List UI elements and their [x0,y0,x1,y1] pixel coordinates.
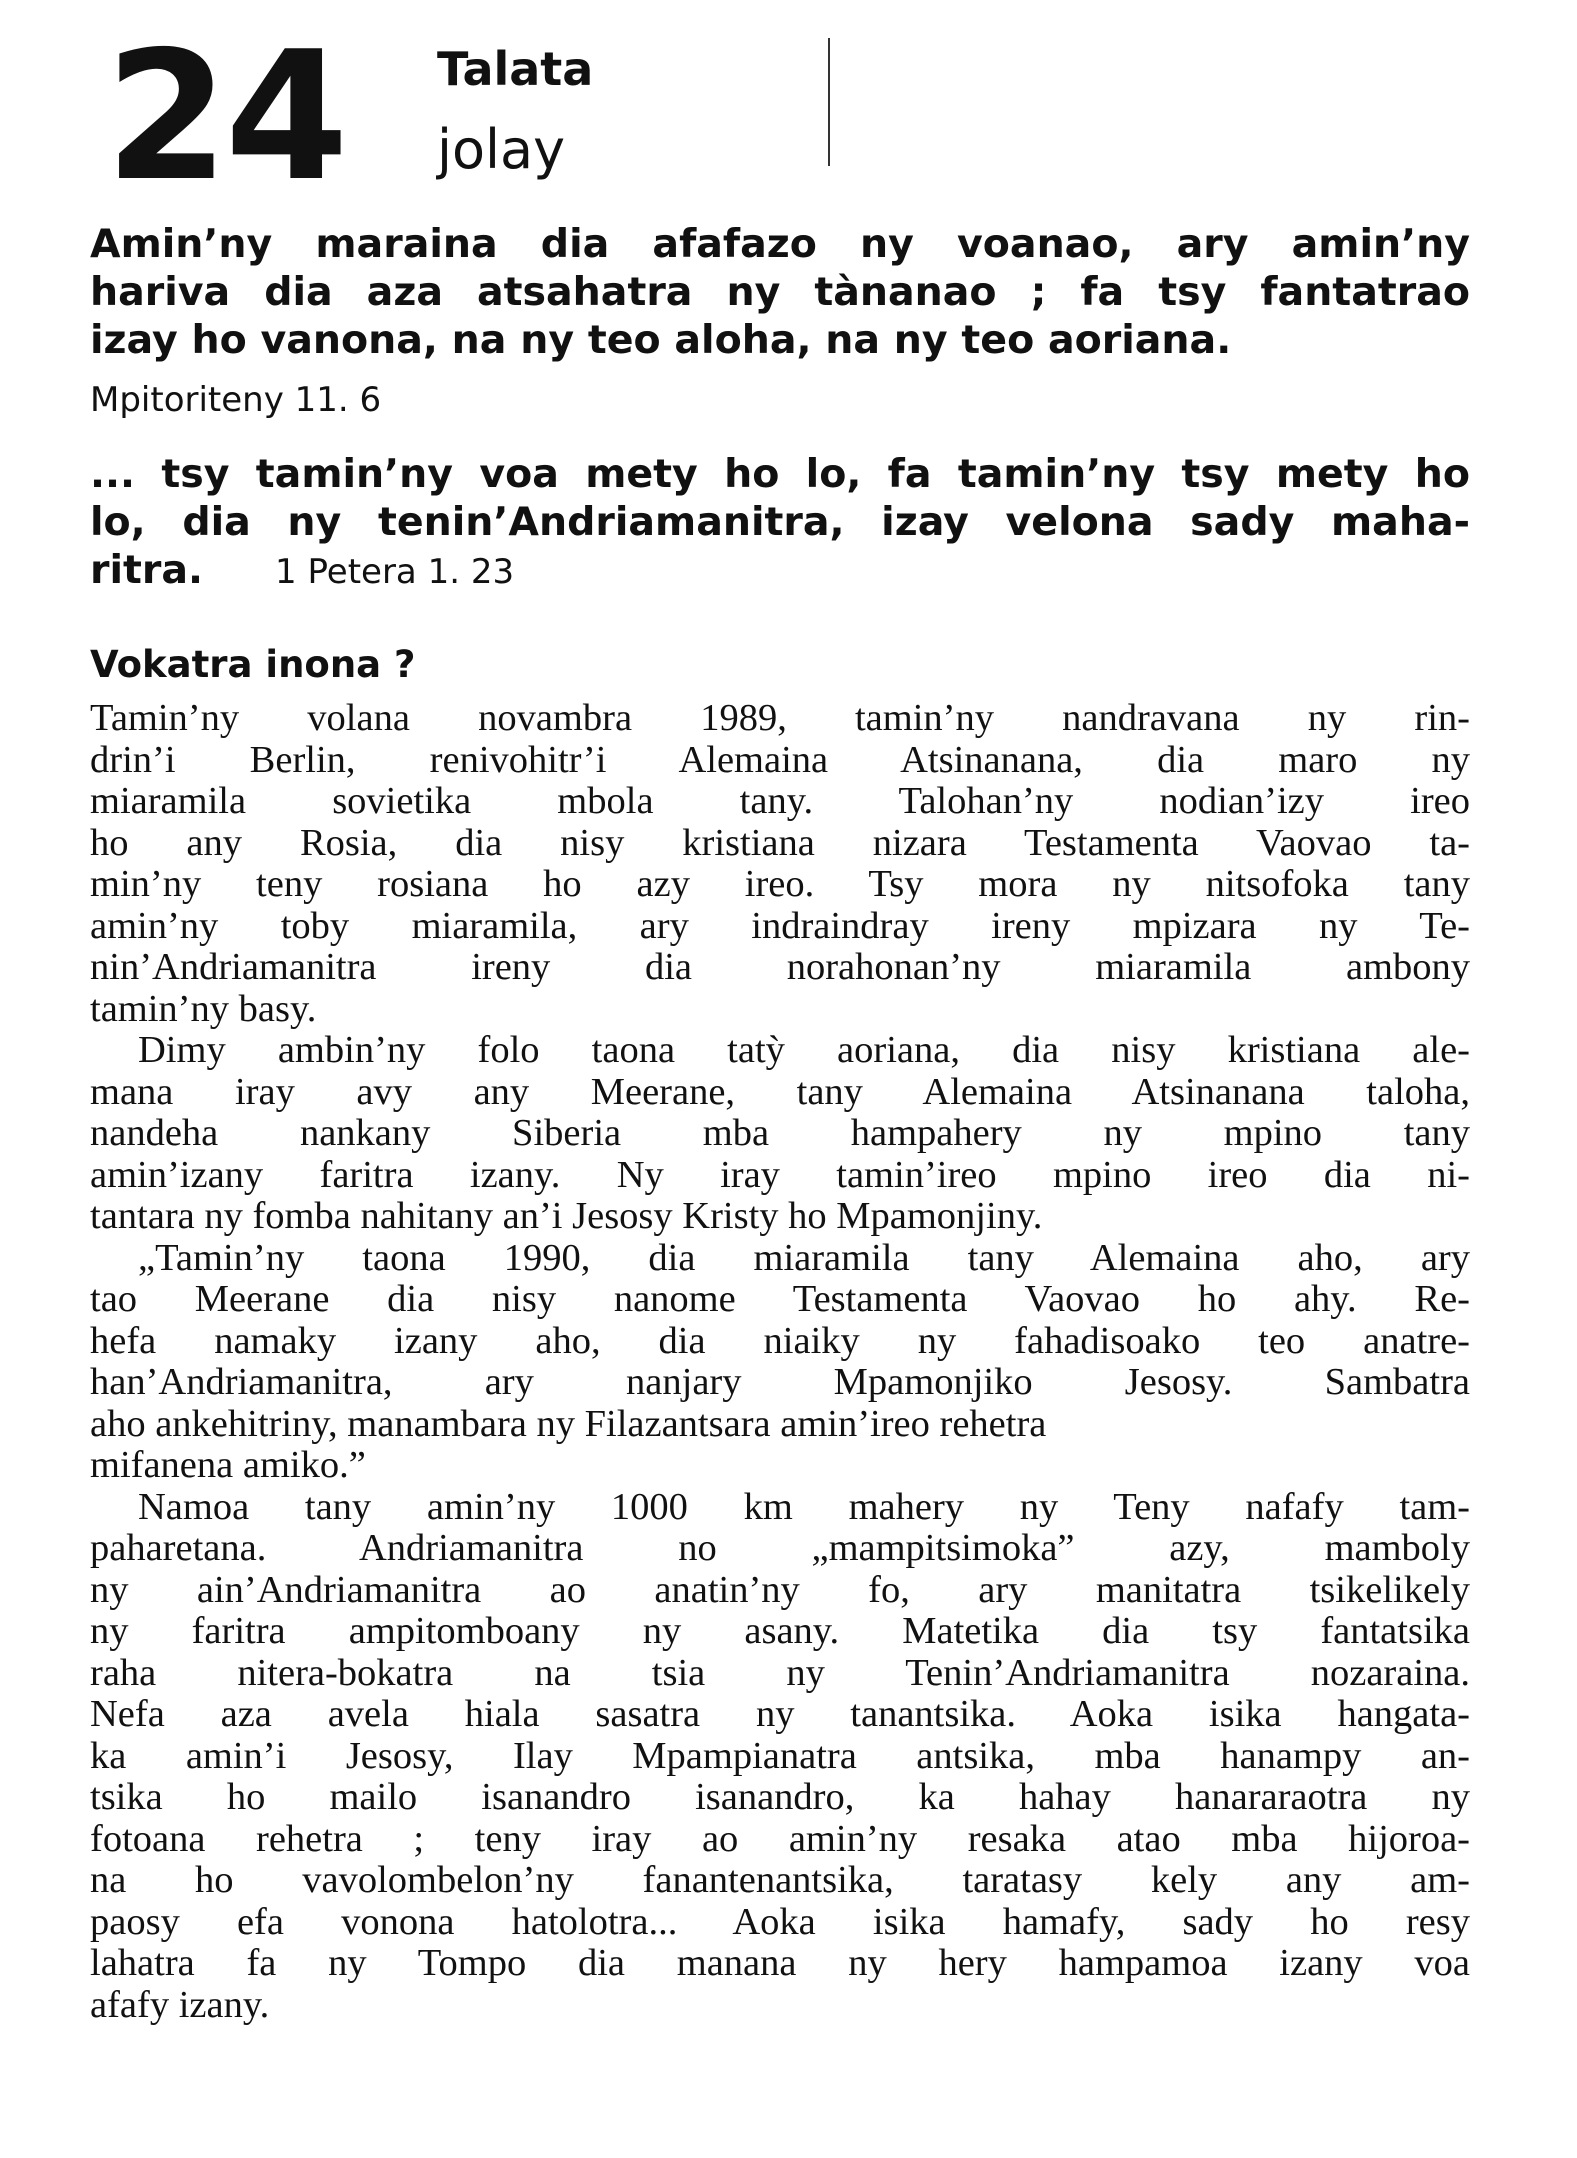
body-line: Nefa aza avela hiala sasatra ny tanantsika. Aoka isika hangata- [90,1693,1470,1735]
verse-line: izay ho vanona, na ny teo aloha, na ny teo aoriana. [90,317,1232,363]
body-line: mana iray avy any Meerane, tany Alemaina Atsinanana taloha, [90,1070,1470,1113]
verse-line: hariva dia aza atsahatra ny tànanao ; fa tsy fantatrao [90,269,1470,315]
verse-line: Amin’ny maraina dia afafazo ny voanao, ary amin’ny [90,221,1470,267]
body-line: fotoana rehetra ; teny iray ao amin’ny resaka atao mba hijoroa- [90,1817,1470,1860]
body-line: nandeha nankany Siberia mba hampahery ny mpino tany [90,1112,1470,1154]
day-number: 24 [105,13,345,220]
body-line: ka amin’i Jesosy, Ilay Mpampianatra antsika, mba hanampy an- [90,1734,1470,1777]
section-title: Vokatra inona ? [90,643,416,686]
verse-line-text: ritra. [90,547,204,593]
body-line: amin’ny toby miaramila, ary indraindray ireny mpizara ny Te- [90,904,1470,947]
weekday: Talata [437,42,594,96]
verse-reference: Mpitoriteny 11. 6 [90,380,382,420]
month: jolay [437,118,566,181]
verse-line: lo, dia ny tenin’Andriamanitra, izay velona sady maha- [90,499,1470,545]
body-line: tamin’ny basy. [90,987,317,1030]
body-line: paharetana. Andriamanitra no „mampitsimoka” azy, mamboly [90,1527,1470,1569]
body-line: ny faritra ampitomboany ny asany. Matetika dia tsy fantatsika [90,1610,1470,1652]
verse-reference: 1 Petera 1. 23 [275,552,515,592]
verse-old-testament [90,220,1470,364]
body-line: amin’izany faritra izany. Ny iray tamin’ireo mpino ireo dia ni- [90,1153,1470,1196]
body-line: Tamin’ny volana novambra 1989, tamin’ny nandravana ny rin- [90,697,1470,739]
body-line: hefa namaky izany aho, dia niaiky ny fahadisoako teo anatre- [90,1319,1470,1362]
body-line: „Tamin’ny taona 1990, dia miaramila tany Alemaina aho, ary [138,1236,1470,1279]
body-line: ho any Rosia, dia nisy kristiana nizara Testamenta Vaovao ta- [90,821,1470,864]
body-line: ny ain’Andriamanitra ao anatin’ny fo, ary manitatra tsikelikely [90,1568,1470,1611]
body-line: raha nitera-bokatra na tsia ny Tenin’Andriamanitra nozaraina. [90,1651,1470,1694]
body-line: tsika ho mailo isanandro isanandro, ka hahay hanararaotra ny [90,1776,1470,1818]
verse-line [90,546,1470,596]
body-line: lahatra fa ny Tompo dia manana ny hery hampamoa izany voa [90,1942,1470,1984]
article-body [90,698,1470,2026]
body-line: afafy izany. [90,1983,270,2026]
body-line: na ho vavolombelon’ny fanantenantsika, taratasy kely any am- [90,1859,1470,1901]
verse-line: ... tsy tamin’ny voa mety ho lo, fa tamin’ny tsy mety ho [90,451,1470,497]
body-line: drin’i Berlin, renivohitr’i Alemaina Atsinanana, dia maro ny [90,738,1470,781]
body-line: han’Andriamanitra, ary nanjary Mpamonjiko Jesosy. Sambatra [90,1361,1470,1403]
body-line: aho ankehitriny, manambara ny Filazantsara amin’ireo rehetra [90,1402,1047,1445]
body-line: Namoa tany amin’ny 1000 km mahery ny Teny nafafy tam- [138,1485,1470,1528]
body-line: min’ny teny rosiana ho azy ireo. Tsy mora ny nitsofoka tany [90,863,1470,905]
header-divider [828,38,830,166]
body-line: nin’Andriamanitra ireny dia norahonan’ny miaramila ambony [90,946,1470,988]
verse-new-testament [90,450,1470,596]
body-line: tantara ny fomba nahitany an’i Jesosy Kristy ho Mpamonjiny. [90,1195,1043,1237]
body-line: miaramila sovietika mbola tany. Talohan’ny nodian’izy ireo [90,780,1470,822]
body-line: mifanena amiko.” [90,1444,366,1486]
body-line: Dimy ambin’ny folo taona tatỳ aoriana, dia nisy kristiana ale- [138,1029,1470,1071]
body-line: paosy efa vonona hatolotra... Aoka isika hamafy, sady ho resy [90,1900,1470,1943]
body-line: tao Meerane dia nisy nanome Testamenta Vaovao ho ahy. Re- [90,1278,1470,1320]
